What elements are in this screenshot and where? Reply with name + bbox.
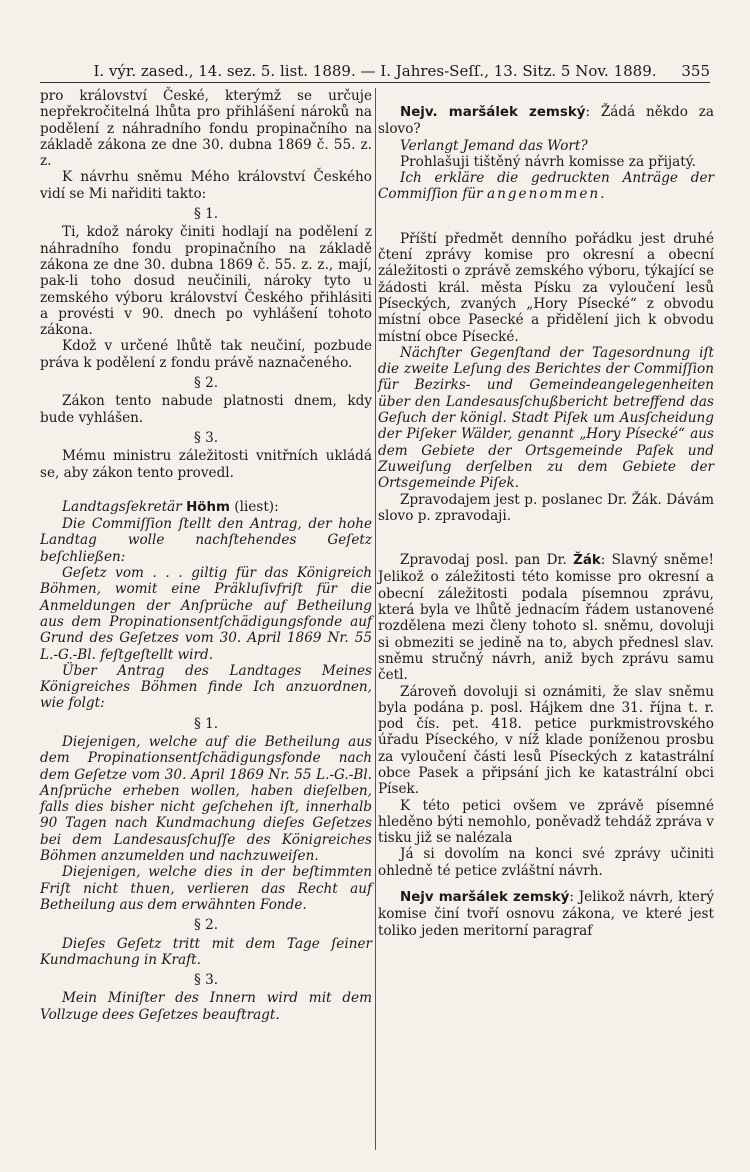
paragraph: K návrhu sněmu Mého království Českého vidí se Mi nařiditi takto:: [40, 169, 372, 202]
paragraph: Diejenigen, welche dies in der beſtimmten Friſt nicht thuen, verlieren das Recht auf Betheilung aus dem erwähnten Fonde.: [40, 864, 372, 913]
speaker-role: Zpravodaj posl. pan Dr.: [400, 552, 574, 569]
speaker-line: [40, 499, 372, 516]
paragraph: Über Antrag des Landtages Meines Königreiches Böhmen finde Ich anzuordnen, wie folgt:: [40, 662, 372, 712]
section-mark: § 1.: [193, 715, 219, 732]
column-divider: [375, 88, 376, 1150]
right-column: [378, 88, 714, 939]
paragraph: Verlangt Jemand das Wort?: [400, 137, 588, 154]
paragraph: Prohlašuji tištěný návrh komisse za přijatý.: [400, 153, 696, 170]
speaker-line: [378, 104, 714, 138]
paragraph: K této petici ovšem ve zprávě písemné hleděno býti nemohlo, poněvadž tehdáž zpráva v tisku již se nalézala: [378, 797, 714, 847]
paragraph: Diejenigen, welche auf die Betheilung aus dem Propinationsentſchädigungsfonde nach dem Geſetze vom 30. April 1869 Nr. 55 L.-G.-Bl. Anſprüche erheben wollen, haben dieſelben, falls dies bisher nicht geſchehen iſt, innerhalb 90 Tagen nach Kundmachung dieſes Geſetzes bei dem Landesausſchuſſe des Königreiches Böhmen anzumelden und nachzuweiſen.: [40, 733, 372, 865]
paragraph: Zároveň dovoluji si oznámiti, že slav sněmu byla podána p. posl. Hájkem dne 31. října t. r. pod čís. pet. 418. petice purkmistrovského úřadu Píseckého, v níž klade poníženou prosbu za vyloučení části lesů Píseckých z katastrální obce Pasek a připsání jich ke katastrální obci Písek.: [378, 683, 714, 798]
speaker-role: Landtagsſekretär: [62, 498, 187, 515]
speaker-line: [378, 552, 714, 683]
speaker-name: Nejv maršálek zemský: [400, 890, 570, 906]
speaker-line: [378, 889, 714, 939]
spaced-word: angenommen.: [487, 186, 607, 203]
speaker-text: : Žádá někdo za slovo?: [378, 104, 714, 138]
left-column: [40, 88, 372, 1023]
running-header: [40, 60, 710, 83]
paragraph: Kdož v určené lhůtě tak neučiní, pozbude práva k podělení z fondu právě naznačeného.: [40, 338, 372, 371]
section-mark: § 1.: [193, 206, 219, 223]
header-title: I. výr. zased., 14. sez. 5. list. 1889. — I. Jahres-Seſſ., 13. Sitz. 5 Nov. 1889.: [93, 62, 657, 80]
section-mark: § 2.: [193, 917, 219, 934]
paragraph: [378, 170, 714, 203]
paragraph: Geſetz vom . . . giltig für das Königreich Böhmen, womit eine Präkluſivfriſt für die Anmeldungen der Anſprüche auf Betheilung aus dem Propinationsentſchädigungsfonde auf Grund des Geſetzes vom 30. April 1869 Nr. 55 L.-G.-Bl. feſtgeſtellt wird.: [40, 565, 372, 663]
paragraph: Die Commiſſion ſtellt den Antrag, der hohe Landtag wolle nachſtehendes Geſetz beſchließen:: [40, 516, 372, 565]
paragraph: Zpravodajem jest p. poslanec Dr. Žák. Dávám slovo p. zpravodaji.: [378, 491, 714, 524]
paragraph: Nächſter Gegenſtand der Tagesordnung iſt die zweite Leſung des Berichtes der Commiſſion für Bezirks- und Gemeindeangelegenheiten über den Landesausſchußbericht betreffend das Geſuch der königl. Stadt Piſek um Ausſcheidung der Piſeker Wälder, genannt „Hory Písecké“ aus dem Gebiete der Ortsgemeinde Paſek und Zuweiſung derſelben zu dem Gebiete der Ortsgemeinde Piſek.: [378, 344, 714, 492]
page-number: 355: [681, 62, 710, 80]
speaker-text: : Jelikož návrh, který komise činí tvoří osnovu zákona, ve které jest toliko jeden meritorní paragraf: [378, 889, 714, 939]
paragraph: Dieſes Geſetz tritt mit dem Tage ſeiner Kundmachung in Kraft.: [40, 935, 372, 968]
paragraph: Příští předmět denního pořádku jest druhé čtení zprávy komise pro okresní a obecní záležitosti o zprávě zemského výboru, týkající se žádosti král. města Písku za vyloučení lesů Píseckých, zvaných „Hory Písecké“ z obvodu místní obce Pasecké a přidělení jich k obvodu místní obce Písecké.: [378, 230, 714, 345]
speaker-name: Nejv. maršálek zemský: [400, 105, 586, 120]
section-mark: § 3.: [193, 972, 219, 989]
speaker-name: Höhm: [186, 499, 230, 515]
speaker-name: Žák: [573, 553, 601, 569]
section-mark: § 2.: [193, 375, 219, 392]
paragraph: Zákon tento nabude platnosti dnem, kdy bude vyhlášen.: [40, 393, 372, 426]
text-run: Ich erkläre die gedruckten Anträge der Commiſſion für: [378, 170, 714, 203]
section-mark: § 3.: [193, 429, 219, 446]
speaker-text: : Slavný sněme! Jelikož o záležitosti této komisse pro okresní a obecní záležitosti podala písemnou zprávu, která byla ve lhůtě jednacím řádem ustanovené rozdělena mezi členy tohoto sl. sněmu, dovoluji si obmeziti se jedině na to, abych přednesl slav. sněmu stručný návrh, aniž bych zprávu samu četl.: [378, 552, 714, 684]
speaker-note: (liest):: [229, 498, 279, 515]
paragraph: pro království České, kterýmž se určuje nepřekročitelná lhůta pro přihlášení nároků na podělení z náhradního fondu propinačního na základě zákona ze dne 30. dubna 1869 č. 55. z. z.: [40, 88, 372, 170]
paragraph: Mému ministru záležitosti vnitřních ukládá se, aby zákon tento provedl.: [40, 448, 372, 481]
paragraph: Mein Miniſter des Innern wird mit dem Vollzuge dees Geſetzes beauftragt.: [40, 990, 372, 1023]
paragraph: Já si dovolím na konci své zprávy učiniti ohledně té petice zvláštní návrh.: [378, 846, 714, 879]
paragraph: Ti, kdož nároky činiti hodlají na podělení z náhradního fondu propinačního na základě zákona ze dne 30. dubna 1869 č. 55. z. z., mají, pak-li toho dosud neučinili, nároky tyto u zemského výboru království Českého přihlásiti a provésti v 90. dnech po vyhlášení tohoto zákona.: [40, 224, 372, 339]
